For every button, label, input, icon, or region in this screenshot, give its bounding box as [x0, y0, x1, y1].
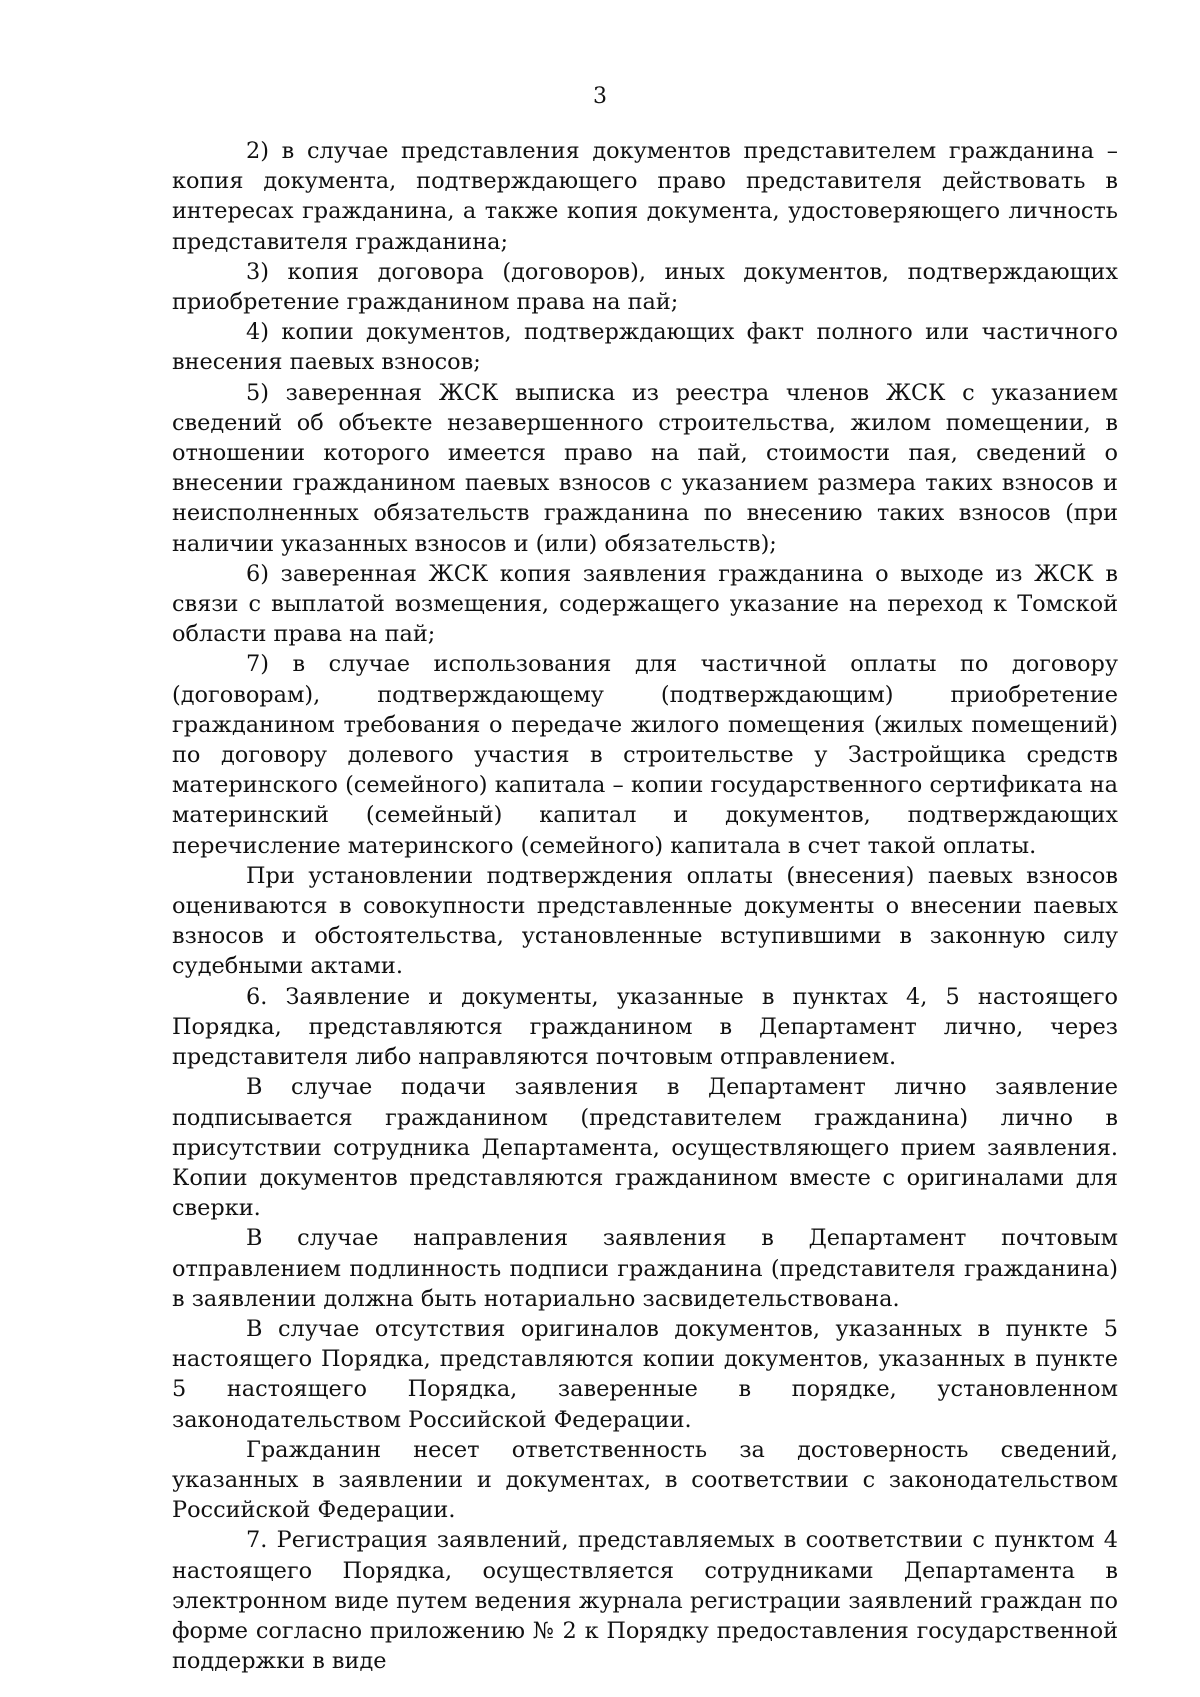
paragraph-missing-originals: В случае отсутствия оригиналов документов, указанных в пункте 5 настоящего Порядка, представляются копии документов, указанных в пункте 5 настоящего Порядка, заверенные в порядке, установленном законодательством Российской Федерации.: [172, 1315, 1118, 1433]
paragraph-item-7: 7) в случае использования для частичной оплаты по договору (договорам), подтверждающему (подтверждающим) приобретение гражданином требования о передаче жилого помещения (жилых помещений) по договору долевого участия в строительстве у Застройщика средств материнского (семейного) капитала – копии государственного сертификата на материнский (семейный) капитал и документов, подтверждающих перечисление материнского (семейного) капитала в счет такой оплаты.: [172, 651, 1118, 859]
paragraph-responsibility: Гражданин несет ответственность за достоверность сведений, указанных в заявлении и документах, в соответствии с законодательством Российской Федерации.: [172, 1436, 1118, 1524]
paragraph-item-3: 3) копия договора (договоров), иных документов, подтверждающих приобретение гражданином права на пай;: [172, 258, 1118, 316]
page-number: 3: [593, 84, 607, 109]
document-body: [172, 136, 1118, 1676]
paragraph-item-6: 6) заверенная ЖСК копия заявления гражданина о выходе из ЖСК в связи с выплатой возмещения, содержащего указание на переход к Томской области права на пай;: [172, 560, 1118, 648]
paragraph-payment-confirmation: При установлении подтверждения оплаты (внесения) паевых взносов оцениваются в совокупности представленные документы о внесении паевых взносов и обстоятельства, установленные вступившими в законную силу судебными актами.: [172, 862, 1118, 980]
paragraph-item-5: 5) заверенная ЖСК выписка из реестра членов ЖСК с указанием сведений об объекте незавершенного строительства, жилом помещении, в отношении которого имеется право на пай, стоимости пая, сведений о внесении гражданином паевых взносов с указанием размера таких взносов и неисполненных обязательств гражданина по внесению таких взносов (при наличии указанных взносов и (или) обязательств);: [172, 379, 1118, 557]
paragraph-personal-submission: В случае подачи заявления в Департамент лично заявление подписывается гражданином (представителем гражданина) лично в присутствии сотрудника Департамента, осуществляющего прием заявления. Копии документов представляются гражданином вместе с оригиналами для сверки.: [172, 1074, 1118, 1222]
paragraph-postal-submission: В случае направления заявления в Департамент почтовым отправлением подлинность подписи гражданина (представителя гражданина) в заявлении должна быть нотариально засвидетельствована.: [172, 1225, 1118, 1312]
paragraph-item-2: 2) в случае представления документов представителем гражданина – копия документа, подтверждающего право представителя действовать в интересах гражданина, а также копия документа, удостоверяющего личность представителя гражданина;: [172, 138, 1118, 255]
paragraph-item-4: 4) копии документов, подтверждающих факт полного или частичного внесения паевых взносов;: [172, 319, 1118, 376]
paragraph-clause-6: 6. Заявление и документы, указанные в пунктах 4, 5 настоящего Порядка, представляются гражданином в Департамент лично, через представителя либо направляются почтовым отправлением.: [172, 983, 1118, 1071]
paragraph-clause-7: 7. Регистрация заявлений, представляемых в соответствии с пунктом 4 настоящего Порядка, осуществляется сотрудниками Департамента в электронном виде путем ведения журнала регистрации заявлений граждан по форме согласно приложению № 2 к Порядку предоставления государственной поддержки в виде: [172, 1527, 1118, 1675]
